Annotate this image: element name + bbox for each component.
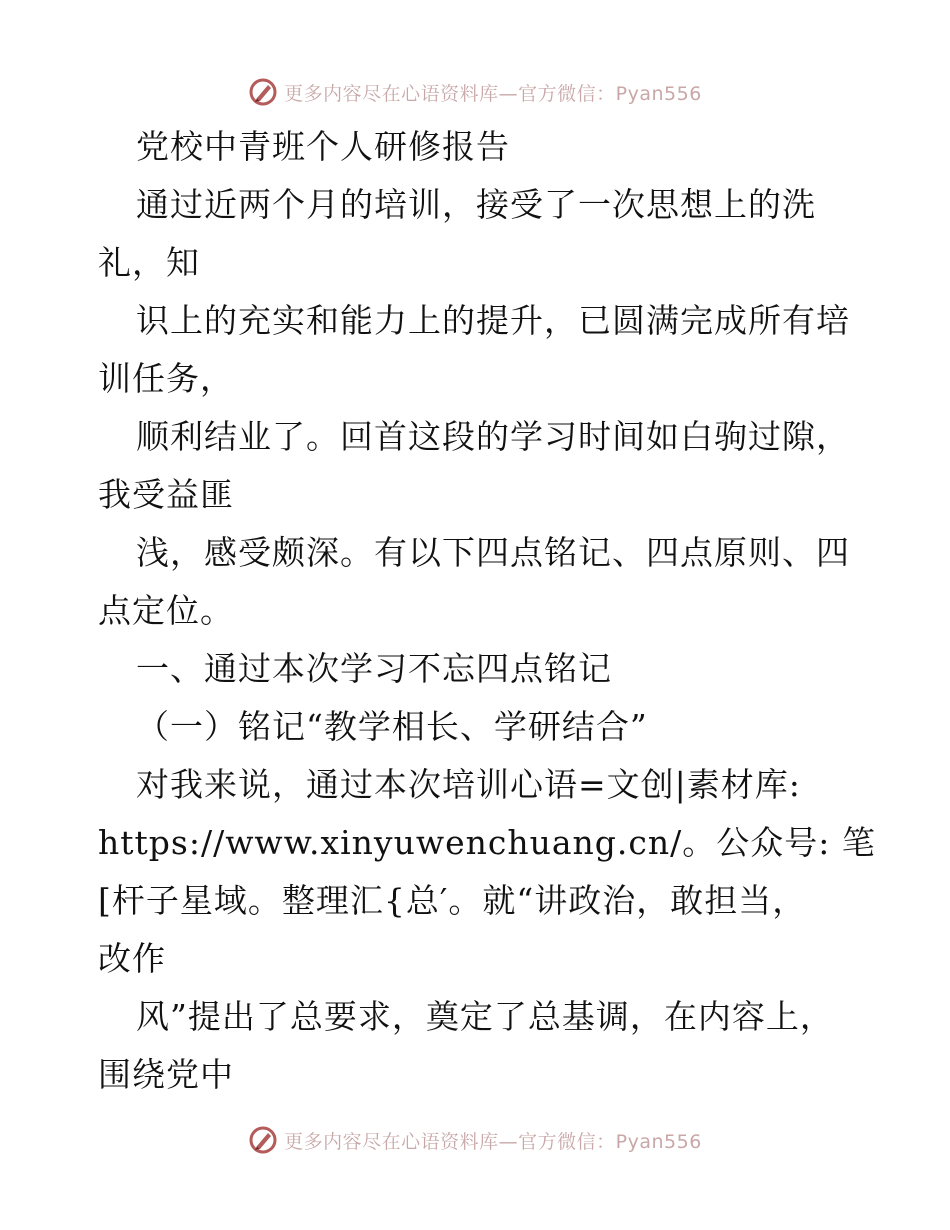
- paragraph-line: 围绕党中: [98, 1055, 234, 1094]
- section-heading: 一、通过本次学习不忘四点铭记: [136, 649, 612, 688]
- paragraph-line: 礼，知: [98, 243, 200, 282]
- paragraph-line: https://www.xinyuwenchuang.cn/。公众号: 笔: [98, 823, 876, 862]
- paragraph-line: 通过近两个月的培训，接受了一次思想上的洗: [136, 185, 816, 224]
- paragraph-line: 我受益匪: [98, 475, 234, 514]
- paragraph-line: 训任务，: [98, 359, 234, 398]
- paragraph-line: 识上的充实和能力上的提升，已圆满完成所有培: [136, 301, 850, 340]
- paragraph-line: 改作: [98, 939, 166, 978]
- paragraph-line: 浅，感受颇深。有以下四点铭记、四点原则、四: [136, 533, 850, 572]
- paragraph-line: 点定位。: [98, 591, 234, 630]
- paragraph-line: 对我来说，通过本次培训心语=文创|素材库:: [136, 765, 801, 804]
- pen-logo-icon: [248, 1125, 278, 1155]
- paragraph-line: 风”提出了总要求，奠定了总基调，在内容上，: [136, 997, 834, 1036]
- document-title: 党校中青班个人研修报告: [136, 127, 510, 166]
- watermark-text: 更多内容尽在心语资料库—官方微信：Pyan556: [284, 82, 702, 105]
- watermark-text: 更多内容尽在心语资料库—官方微信：Pyan556: [284, 1130, 702, 1153]
- subsection-heading: （一）铭记“教学相长、学研结合”: [136, 707, 648, 746]
- paragraph-line: 顺利结业了。回首这段的学习时间如白驹过隙，: [136, 417, 850, 456]
- paragraph-line: [杆子星域。整理汇{总′。就“讲政治，敢担当，: [98, 881, 807, 920]
- footer-watermark: [0, 1120, 950, 1160]
